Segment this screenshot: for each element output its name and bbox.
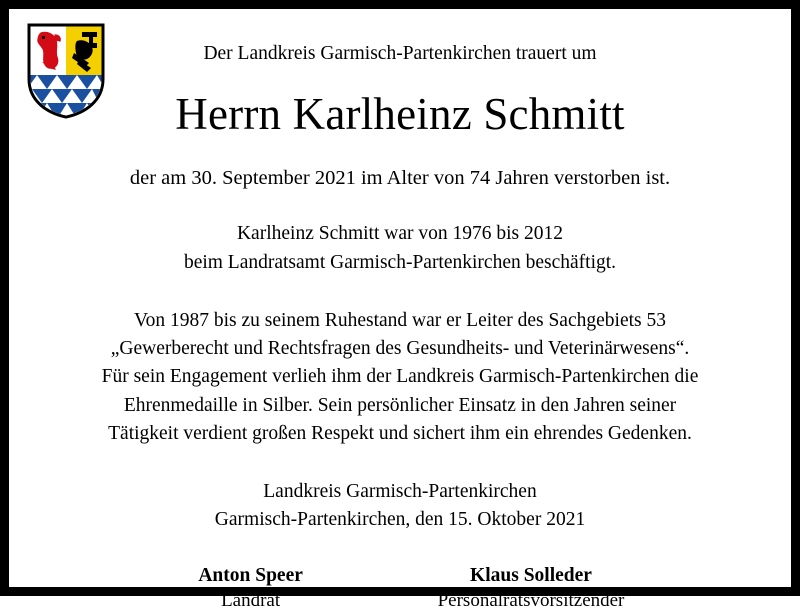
signatory-1 — [176, 563, 326, 614]
tribute-line-1: Von 1987 bis zu seinem Ruhestand war er Leiter des Sachgebiets 53 — [134, 309, 666, 331]
career-line-2: beim Landratsamt Garmisch-Partenkirchen beschäftigt. — [183, 251, 617, 273]
signatory-1-role: Landrat — [221, 590, 281, 612]
place-and-date: Garmisch-Partenkirchen, den 15. Oktober 2021 — [214, 509, 586, 531]
tribute-paragraph — [49, 307, 751, 448]
organisation-name: Landkreis Garmisch-Partenkirchen — [263, 481, 537, 503]
signatures — [49, 563, 751, 614]
signatory-2 — [438, 563, 625, 614]
signatory-1-name: Anton Speer — [198, 564, 303, 586]
intro-text: Der Landkreis Garmisch-Partenkirchen trauert um — [203, 43, 597, 64]
tribute-line-4: Ehrenmedaille in Silber. Sein persönlicher Einsatz in den Jahren seiner — [123, 394, 677, 416]
tribute-line-2: „Gewerberecht und Rechtsfragen des Gesundheits- und Veterinärwesens“. — [110, 338, 690, 360]
career-paragraph — [49, 220, 751, 277]
organisation-block — [49, 478, 751, 535]
tribute-line-5: Tätigkeit verdient großen Respekt und sichert ihm ein ehrendes Gedenken. — [108, 422, 692, 444]
tribute-line-3: Für sein Engagement verlieh ihm der Landkreis Garmisch-Partenkirchen die — [101, 366, 699, 388]
death-line: der am 30. September 2021 im Alter von 74 Jahren verstorben ist. — [129, 167, 671, 190]
deceased-name: Herrn Karlheinz Schmitt — [175, 89, 625, 140]
signatory-2-name: Klaus Solleder — [470, 564, 592, 586]
coat-of-arms-icon — [27, 23, 105, 119]
career-line-1: Karlheinz Schmitt war von 1976 bis 2012 — [236, 223, 564, 245]
signatory-2-role: Personalratsvorsitzender — [437, 590, 625, 612]
